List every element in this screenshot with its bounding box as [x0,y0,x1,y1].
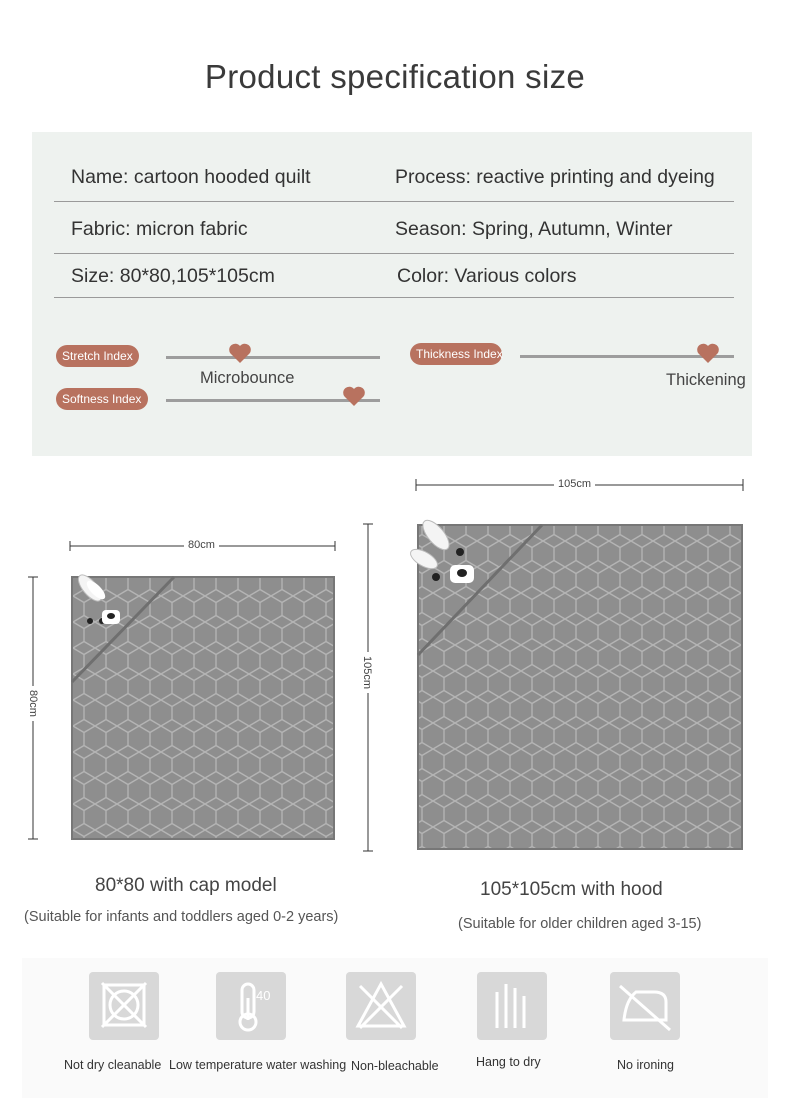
heart-icon [228,342,252,364]
heart-icon [696,342,720,364]
small-model-subtitle: (Suitable for infants and toddlers aged 0-2 years) [24,909,339,925]
spec-name: Name: cartoon hooded quilt [71,166,311,188]
small-height-label: 80cm [27,686,39,721]
no-bleach-icon [346,972,416,1040]
low-temp-wash-icon [216,972,286,1040]
spec-divider [54,253,734,254]
large-model-title: 105*105cm with hood [480,879,663,900]
thickness-index-value: Thickening [666,371,746,389]
spec-row [54,166,734,196]
heart-icon [342,385,366,407]
thickness-index-badge: Thickness Index [410,343,502,365]
small-blanket [62,570,340,842]
care-label: Low temperature water washing [169,1058,347,1072]
stretch-index-value: Microbounce [200,369,295,387]
care-label: Non-bleachable [351,1059,439,1073]
large-width-label: 105cm [554,478,595,490]
spec-panel [32,132,752,456]
stretch-index-badge: Stretch Index [56,345,139,367]
spec-row [54,265,734,295]
care-label: Not dry cleanable [64,1058,162,1072]
large-model-subtitle: (Suitable for older children aged 3-15) [458,916,702,932]
care-label: No ironing [617,1058,674,1072]
spec-size: Size: 80*80,105*105cm [71,265,275,287]
spec-season: Season: Spring, Autumn, Winter [395,218,673,240]
page-title: Product specification size [204,58,586,95]
no-dry-clean-icon [89,972,159,1040]
spec-row [54,218,734,248]
spec-divider [54,201,734,202]
small-model-title: 80*80 with cap model [95,875,277,896]
care-label: Hang to dry [476,1055,541,1069]
spec-process: Process: reactive printing and dyeing [395,166,715,188]
spec-divider [54,297,734,298]
spec-fabric: Fabric: micron fabric [71,218,248,240]
hang-dry-icon [477,972,547,1040]
stretch-index-track [166,356,380,359]
small-width-label: 80cm [184,539,219,551]
spec-color: Color: Various colors [397,265,577,287]
no-iron-icon [610,972,680,1040]
large-height-label: 105cm [361,652,373,693]
large-blanket [400,515,750,855]
softness-index-badge: Softness Index [56,388,148,410]
wash-temp-text: 40 [256,988,271,1003]
